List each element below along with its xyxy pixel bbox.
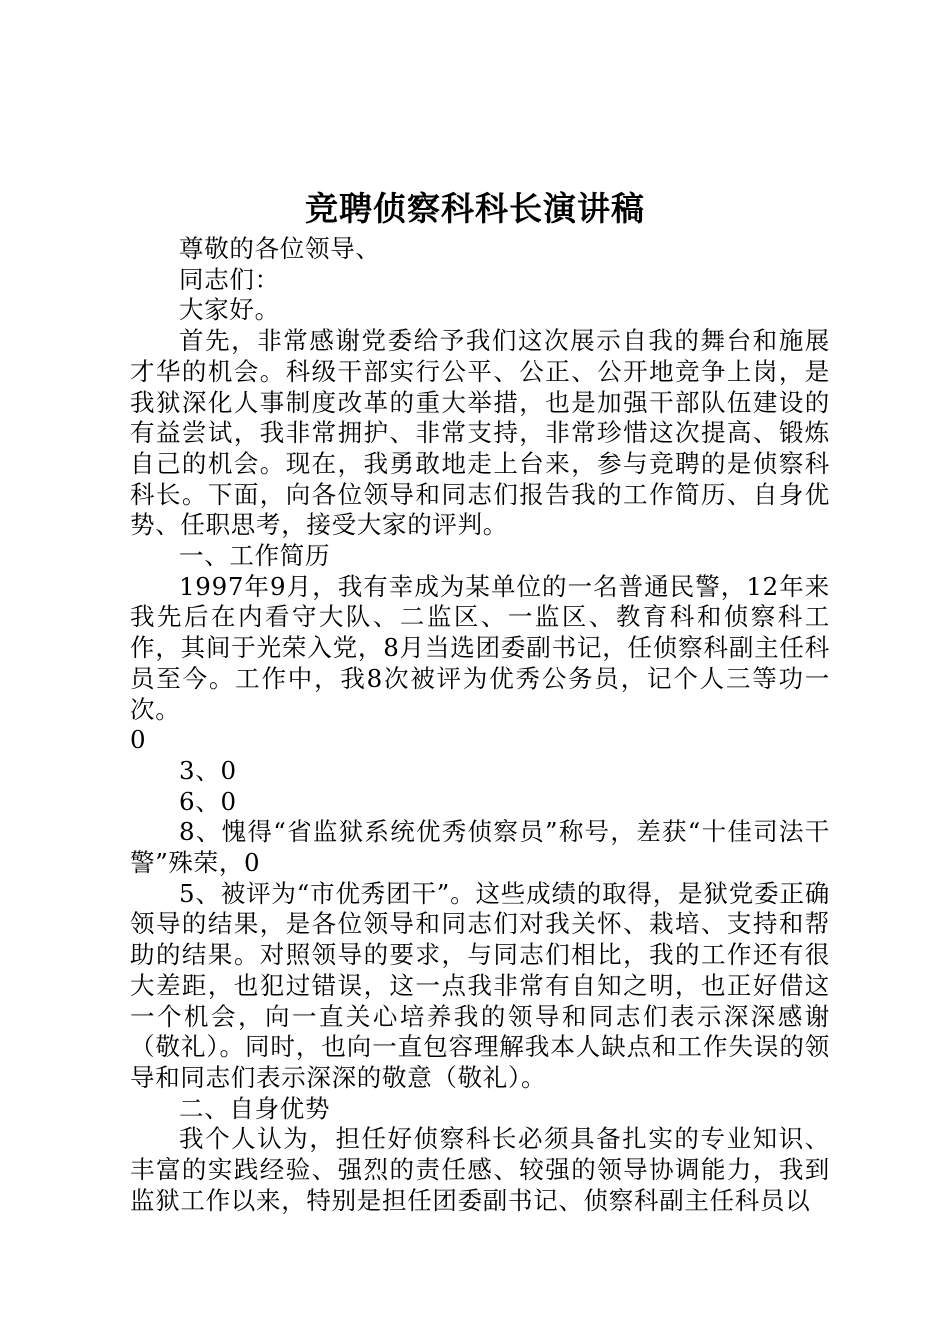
paragraph-intro: 首先，非常感谢党委给予我们这次展示自我的舞台和施展才华的机会。科级干部实行公平、公正、公开地竞争上岗，是我狱深化人事制度改革的重大举措，也是加强干部队伍建设的有益尝试，我非常拥护、非常支持，非常珍惜这次提高、锻炼自己的机会。现在，我勇敢地走上台来，参与竞聘的是侦察科科长。下面，向各位领导和同志们报告我的工作简历、自身优势、任职思考，接受大家的评判。 bbox=[130, 326, 830, 540]
list-item-6: 6、0 bbox=[179, 786, 237, 816]
paragraph-fragment: 0 bbox=[130, 725, 147, 755]
salutation-line-2: 同志们： bbox=[179, 264, 280, 294]
greeting: 大家好。 bbox=[179, 295, 280, 325]
list-item-8: 8、愧得“省监狱系统优秀侦察员”称号，差获“十佳司法干警”殊荣，0 bbox=[130, 817, 830, 878]
paragraph-strengths: 我个人认为，担任好侦察科长必须具备扎实的专业知识、丰富的实践经验、强烈的责任感、较强的领导协调能力，我到监狱工作以来，特别是担任团委副书记、侦察科副主任科员以 bbox=[130, 1124, 830, 1215]
paragraph-work-history: 1997年9月，我有幸成为某单位的一名普通民警，12年来我先后在内看守大队、二监区、一监区、教育科和侦察科工作，其间于光荣入党，8月当选团委副书记，任侦察科副主任科员至今。工作中，我8次被评为优秀公务员，记个人三等功一次。 bbox=[130, 571, 830, 724]
salutation-line-1: 尊敬的各位领导、 bbox=[179, 234, 381, 263]
list-item-5: 5、被评为“市优秀团干”。这些成绩的取得，是狱党委正确领导的结果，是各位领导和同志们对我关怀、栽培、支持和帮助的结果。对照领导的要求，与同志们相比，我的工作还有很大差距，也犯过错误，这一点我非常有自知之明，也正好借这一个机会，向一直关心培养我的领导和同志们表示深深感谢（敬礼）。同时，也向一直包容理解我本人缺点和工作失误的领导和同志们表示深深的敬意（敬礼）。 bbox=[130, 878, 830, 1092]
document-title: 竞聘侦察科科长演讲稿 bbox=[305, 189, 645, 228]
list-item-3: 3、0 bbox=[179, 755, 237, 785]
section-heading-strengths: 二、自身优势 bbox=[179, 1093, 331, 1123]
section-heading-work-history: 一、工作简历 bbox=[179, 541, 331, 571]
document-body bbox=[130, 234, 830, 1217]
